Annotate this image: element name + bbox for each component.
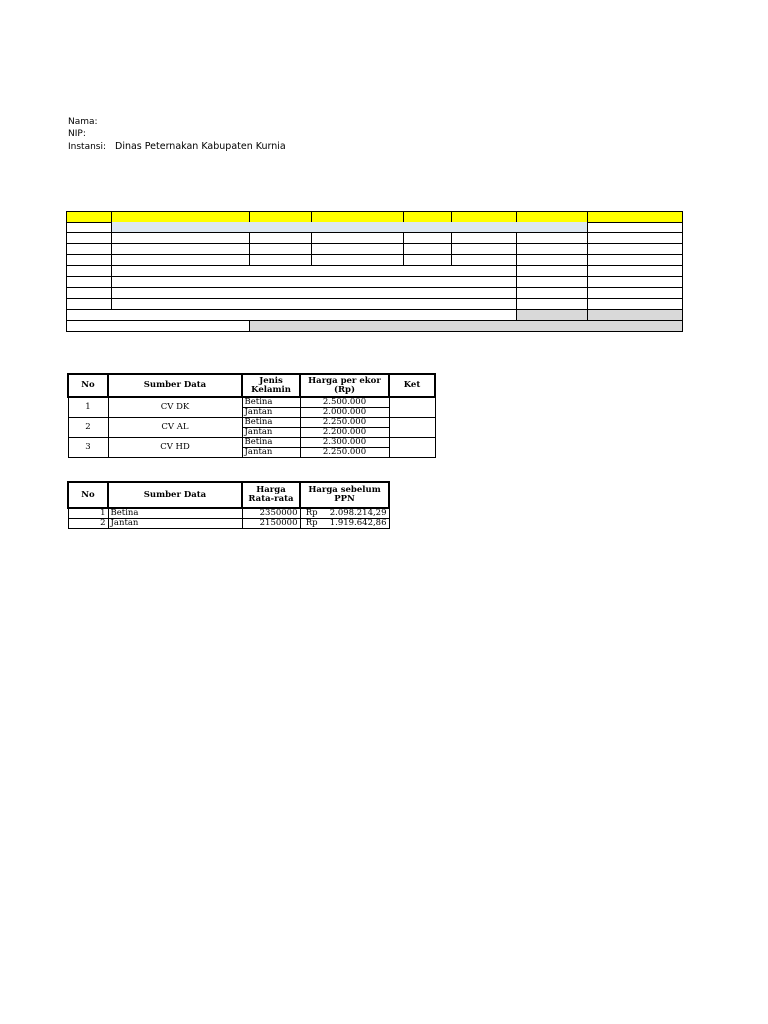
grid-row: [66, 233, 683, 244]
currency-label: Rp: [305, 518, 318, 528]
table-row: [68, 418, 435, 428]
col-sumber-data: Sumber Data: [108, 374, 242, 397]
nama-label: Nama:: [68, 117, 98, 127]
row-jenis: Jantan: [242, 448, 300, 458]
grid-row: [66, 277, 683, 288]
currency-label: Rp: [305, 508, 318, 518]
row-no: 3: [68, 438, 108, 458]
amount: 1.919.642,86: [329, 518, 387, 528]
grid-footer-row: [66, 321, 683, 332]
row-ket: [389, 397, 435, 418]
table-header-row: [68, 374, 435, 397]
row-no: 2: [68, 418, 108, 438]
grid-row: [66, 299, 683, 310]
col-ket: Ket: [389, 374, 435, 397]
table-row: [68, 397, 435, 408]
col-jenis-kelamin: Jenis Kelamin: [242, 374, 300, 397]
row-jenis: Betina: [242, 438, 300, 448]
row-harga-rata: 2350000: [242, 508, 300, 519]
row-ket: [389, 418, 435, 438]
grid-row: [66, 255, 683, 266]
row-harga: 2.250.000: [300, 418, 389, 428]
grid-row: [66, 266, 683, 277]
grid-row: [66, 244, 683, 255]
average-price-table: [67, 481, 390, 529]
row-no: 1: [68, 508, 108, 519]
nip-field: [68, 128, 115, 140]
table-header-row: [68, 482, 389, 508]
grid-row: [66, 222, 683, 233]
grid-total-row: [66, 310, 683, 321]
col-no: No: [68, 482, 108, 508]
row-harga: 2.250.000: [300, 448, 389, 458]
instansi-field: [68, 141, 286, 153]
price-source-table: [67, 373, 436, 458]
blank-form-grid: [66, 211, 683, 331]
row-no: 2: [68, 519, 108, 529]
table-row: [68, 438, 435, 448]
row-no: 1: [68, 397, 108, 418]
col-no: No: [68, 374, 108, 397]
row-harga-sebelum: [300, 508, 389, 519]
row-jenis: Jantan: [242, 428, 300, 438]
row-harga-rata: 2150000: [242, 519, 300, 529]
col-harga-rata-rata: Harga Rata-rata: [242, 482, 300, 508]
instansi-value: Dinas Peternakan Kabupaten Kurnia: [115, 141, 286, 152]
row-harga: 2.300.000: [300, 438, 389, 448]
grid-row: [66, 288, 683, 299]
row-sumber: CV HD: [108, 438, 242, 458]
col-sumber-data: Sumber Data: [108, 482, 242, 508]
col-harga-sebelum-ppn: Harga sebelum PPN: [300, 482, 389, 508]
instansi-label: Instansi:: [68, 142, 107, 152]
nip-label: NIP:: [68, 129, 86, 139]
row-jenis: Jantan: [242, 408, 300, 418]
row-jenis: Betina: [242, 397, 300, 408]
col-harga-per-ekor: Harga per ekor (Rp): [300, 374, 389, 397]
table-row: [68, 519, 389, 529]
nama-field: [68, 116, 115, 128]
row-harga: 2.000.000: [300, 408, 389, 418]
row-harga: 2.200.000: [300, 428, 389, 438]
row-harga: 2.500.000: [300, 397, 389, 408]
amount: 2.098.214,29: [329, 508, 387, 518]
row-sumber: CV AL: [108, 418, 242, 438]
row-harga-sebelum: [300, 519, 389, 529]
row-ket: [389, 438, 435, 458]
row-sumber: Betina: [108, 508, 242, 519]
row-jenis: Betina: [242, 418, 300, 428]
table-row: [68, 508, 389, 519]
row-sumber: Jantan: [108, 519, 242, 529]
row-sumber: CV DK: [108, 397, 242, 418]
